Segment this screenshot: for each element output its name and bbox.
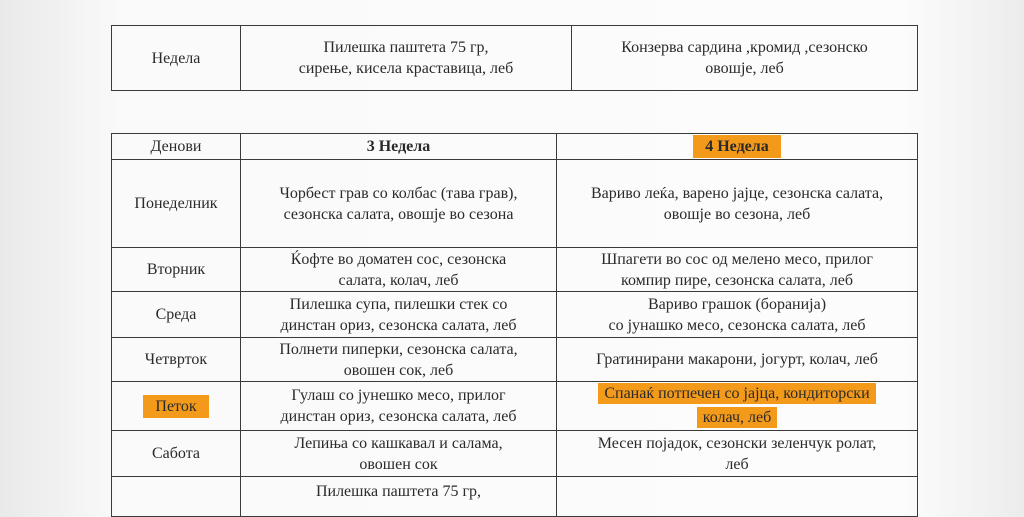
menu-cell xyxy=(241,382,557,431)
menu-line: Лепиња со кашкавал и салама, xyxy=(294,434,503,452)
menu-line: овошје во сезона, леб xyxy=(663,205,811,223)
table-row xyxy=(112,248,918,292)
menu-line: Вариво грашок (боранија) xyxy=(647,295,827,313)
menu-cell xyxy=(557,431,918,477)
menu-cell xyxy=(557,477,918,517)
menu-line: со јунашко месо, сезонска салата, леб xyxy=(608,316,866,334)
menu-line-highlight xyxy=(561,406,913,430)
menu-line: Вариво леќа, варено јајце, сезонска салата, xyxy=(590,184,884,202)
week4-header-cell xyxy=(557,134,918,160)
menu-line: Конзерва сардина ,кромид ,сезонско xyxy=(621,39,868,56)
week4-header: 4 Недела xyxy=(693,135,781,158)
menu-line: Месен појадок, сезонски зеленчук ролат, xyxy=(597,434,877,452)
menu-line: Пилешка паштета 75 гр, xyxy=(315,483,482,500)
menu-cell xyxy=(241,248,557,292)
menu-line: Пилешка паштета 75 гр, xyxy=(323,39,489,56)
menu-line: компир пире, сезонска салата, леб xyxy=(621,271,853,289)
menu-line: сезонска салата, овошје во сезона xyxy=(283,205,514,223)
menu-cell xyxy=(557,248,918,292)
table-row xyxy=(112,477,918,517)
menu-cell xyxy=(241,477,557,517)
menu-cell xyxy=(241,338,557,382)
table-row xyxy=(112,26,918,91)
menu-line: сирење, кисела краставица, леб xyxy=(298,60,514,77)
day-cell xyxy=(112,382,241,431)
menu-cell xyxy=(241,431,557,477)
day-cell: Сабота xyxy=(112,431,241,477)
menu-line-highlight xyxy=(561,382,913,406)
day-cell: Вторник xyxy=(112,248,241,292)
menu-line: Шпагети во сос од мелено месо, прилог xyxy=(601,250,873,268)
day-cell: Среда xyxy=(112,292,241,338)
days-header: Денови xyxy=(112,134,241,160)
menu-line: динстан ориз, сезонска салата, леб xyxy=(280,408,517,425)
menu-line: Гулаш со јунешко месо, прилог xyxy=(291,387,506,404)
header-row xyxy=(112,134,918,160)
menu-cell xyxy=(241,292,557,338)
day-cell: Недела xyxy=(112,26,241,91)
menu-line: овошен сок xyxy=(359,455,438,473)
menu-line: овошје, леб xyxy=(705,60,784,77)
menu-cell xyxy=(241,26,572,91)
menu-cell xyxy=(557,160,918,248)
highlight-text: колач, леб xyxy=(697,407,777,428)
menu-line: овошен сок, леб xyxy=(343,361,454,379)
table-row xyxy=(112,338,918,382)
previous-week-table xyxy=(111,25,918,91)
menu-cell xyxy=(557,338,918,382)
menu-cell xyxy=(557,292,918,338)
menu-cell xyxy=(557,382,918,431)
week3-header: 3 Недела xyxy=(241,134,557,160)
table-row xyxy=(112,431,918,477)
weekly-menu-table xyxy=(111,133,918,517)
day-cell xyxy=(112,477,241,517)
menu-line: Чорбест грав со колбас (тава грав), xyxy=(279,184,518,202)
menu-line: Полнети пиперки, сезонска салата, xyxy=(279,340,518,358)
menu-cell xyxy=(572,26,918,91)
day-cell: Понеделник xyxy=(112,160,241,248)
day-highlight: Петок xyxy=(143,395,208,418)
menu-line: Гратинирани макарони, јогурт, колач, леб xyxy=(596,351,878,368)
table-row xyxy=(112,292,918,338)
highlight-text: Спанаќ потпечен со јајца, кондиторски xyxy=(598,383,875,404)
menu-line: леб xyxy=(725,455,749,473)
menu-cell xyxy=(241,160,557,248)
table-row xyxy=(112,160,918,248)
table-row xyxy=(112,382,918,431)
day-cell: Четврток xyxy=(112,338,241,382)
menu-line: Пилешка супа, пилешки стек со xyxy=(289,295,508,313)
menu-line: динстан ориз, сезонска салата, леб xyxy=(280,316,517,334)
menu-line: салата, колач, леб xyxy=(338,271,459,289)
menu-line: Ќофте во доматен сос, сезонска xyxy=(290,250,507,268)
